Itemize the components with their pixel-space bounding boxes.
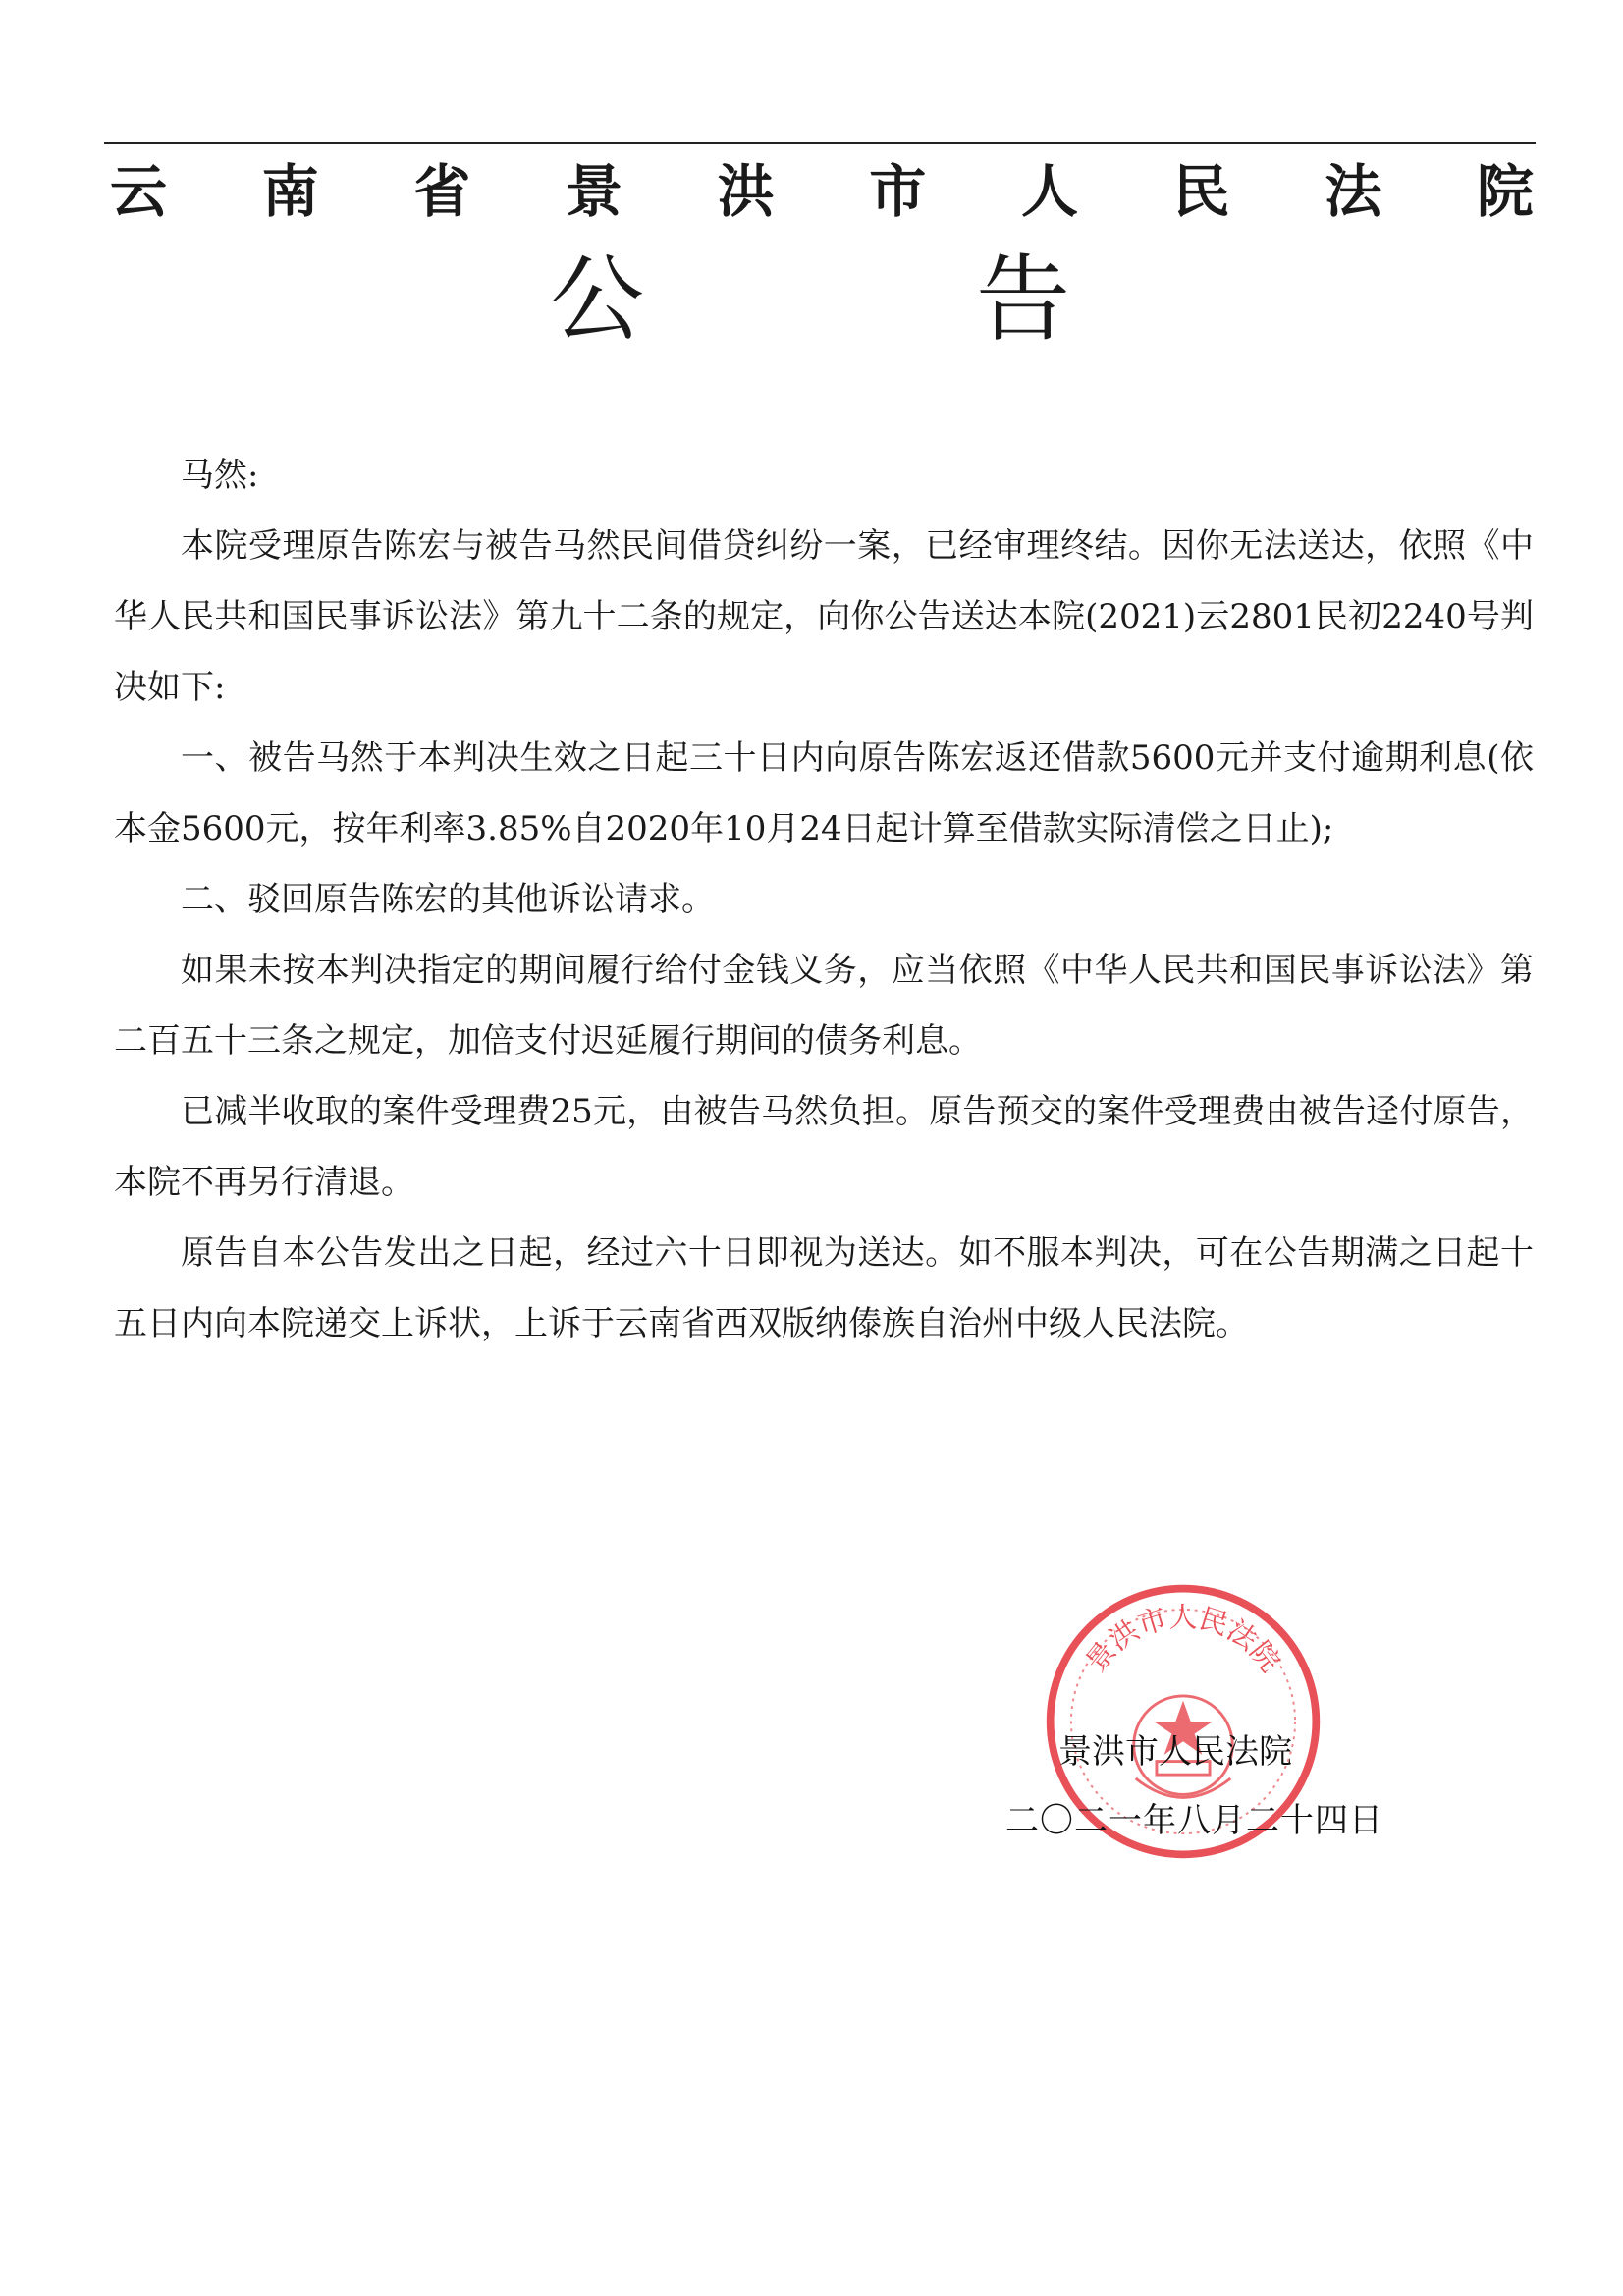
header-rule [104,142,1536,144]
court-name-char: 南 [261,158,319,225]
court-name-char: 市 [869,158,927,225]
title-char: 告 [976,245,1070,355]
announcement-body [114,440,1534,1359]
court-name-char: 景 [565,158,622,225]
court-name-heading [110,152,1534,231]
court-name-char: 省 [413,158,471,225]
body-paragraph: 如果未按本判决指定的期间履行给付金钱义务，应当依照《中华人民共和国民事诉讼法》第二百五十三条之规定，加倍支付迟延履行期间的债务利息。 [114,951,1534,1061]
court-name-char: 院 [1476,158,1534,225]
title-char: 公 [550,245,644,355]
judgment-item-1: 一、被告马然于本判决生效之日起三十日内向原告陈宏返还借款5600元并支付逾期利息(依本金5600元，按年利率3.85%自2020年10月24日起计算至借款实际清偿之日止); [114,738,1534,848]
body-paragraph: 已减半收取的案件受理费25元，由被告马然负担。原告预交的案件受理费由被告迳付原告，本院不再另行清退。 [114,1092,1534,1202]
document-title [550,241,1070,358]
court-name-char: 人 [1020,158,1078,225]
addressee: 马然: [181,456,259,495]
seal-text: 景洪市人民法院 [1078,1600,1288,1678]
body-paragraph: 原告自本公告发出之日起，经过六十日即视为送达。如不服本判决，可在公告期满之日起十五日内向本院递交上诉状，上诉于云南省西双版纳傣族自治州中级人民法院。 [114,1233,1534,1343]
judgment-item-2: 二、驳回原告陈宏的其他诉讼请求。 [181,880,715,919]
court-name-char: 民 [1172,158,1230,225]
signature-date: 二〇二一年八月二十四日 [1005,1801,1383,1840]
court-name-char: 洪 [717,158,775,225]
court-name-char: 云 [110,158,168,225]
signature-court: 景洪市人民法院 [1058,1732,1292,1772]
court-name-char: 法 [1325,158,1382,225]
body-paragraph: 本院受理原告陈宏与被告马然民间借贷纠纷一案，已经审理终结。因你无法送达，依照《中华人民共和国民事诉讼法》第九十二条的规定，向你公告送达本院(2021)云2801民初2240号判决如下: [114,526,1534,707]
